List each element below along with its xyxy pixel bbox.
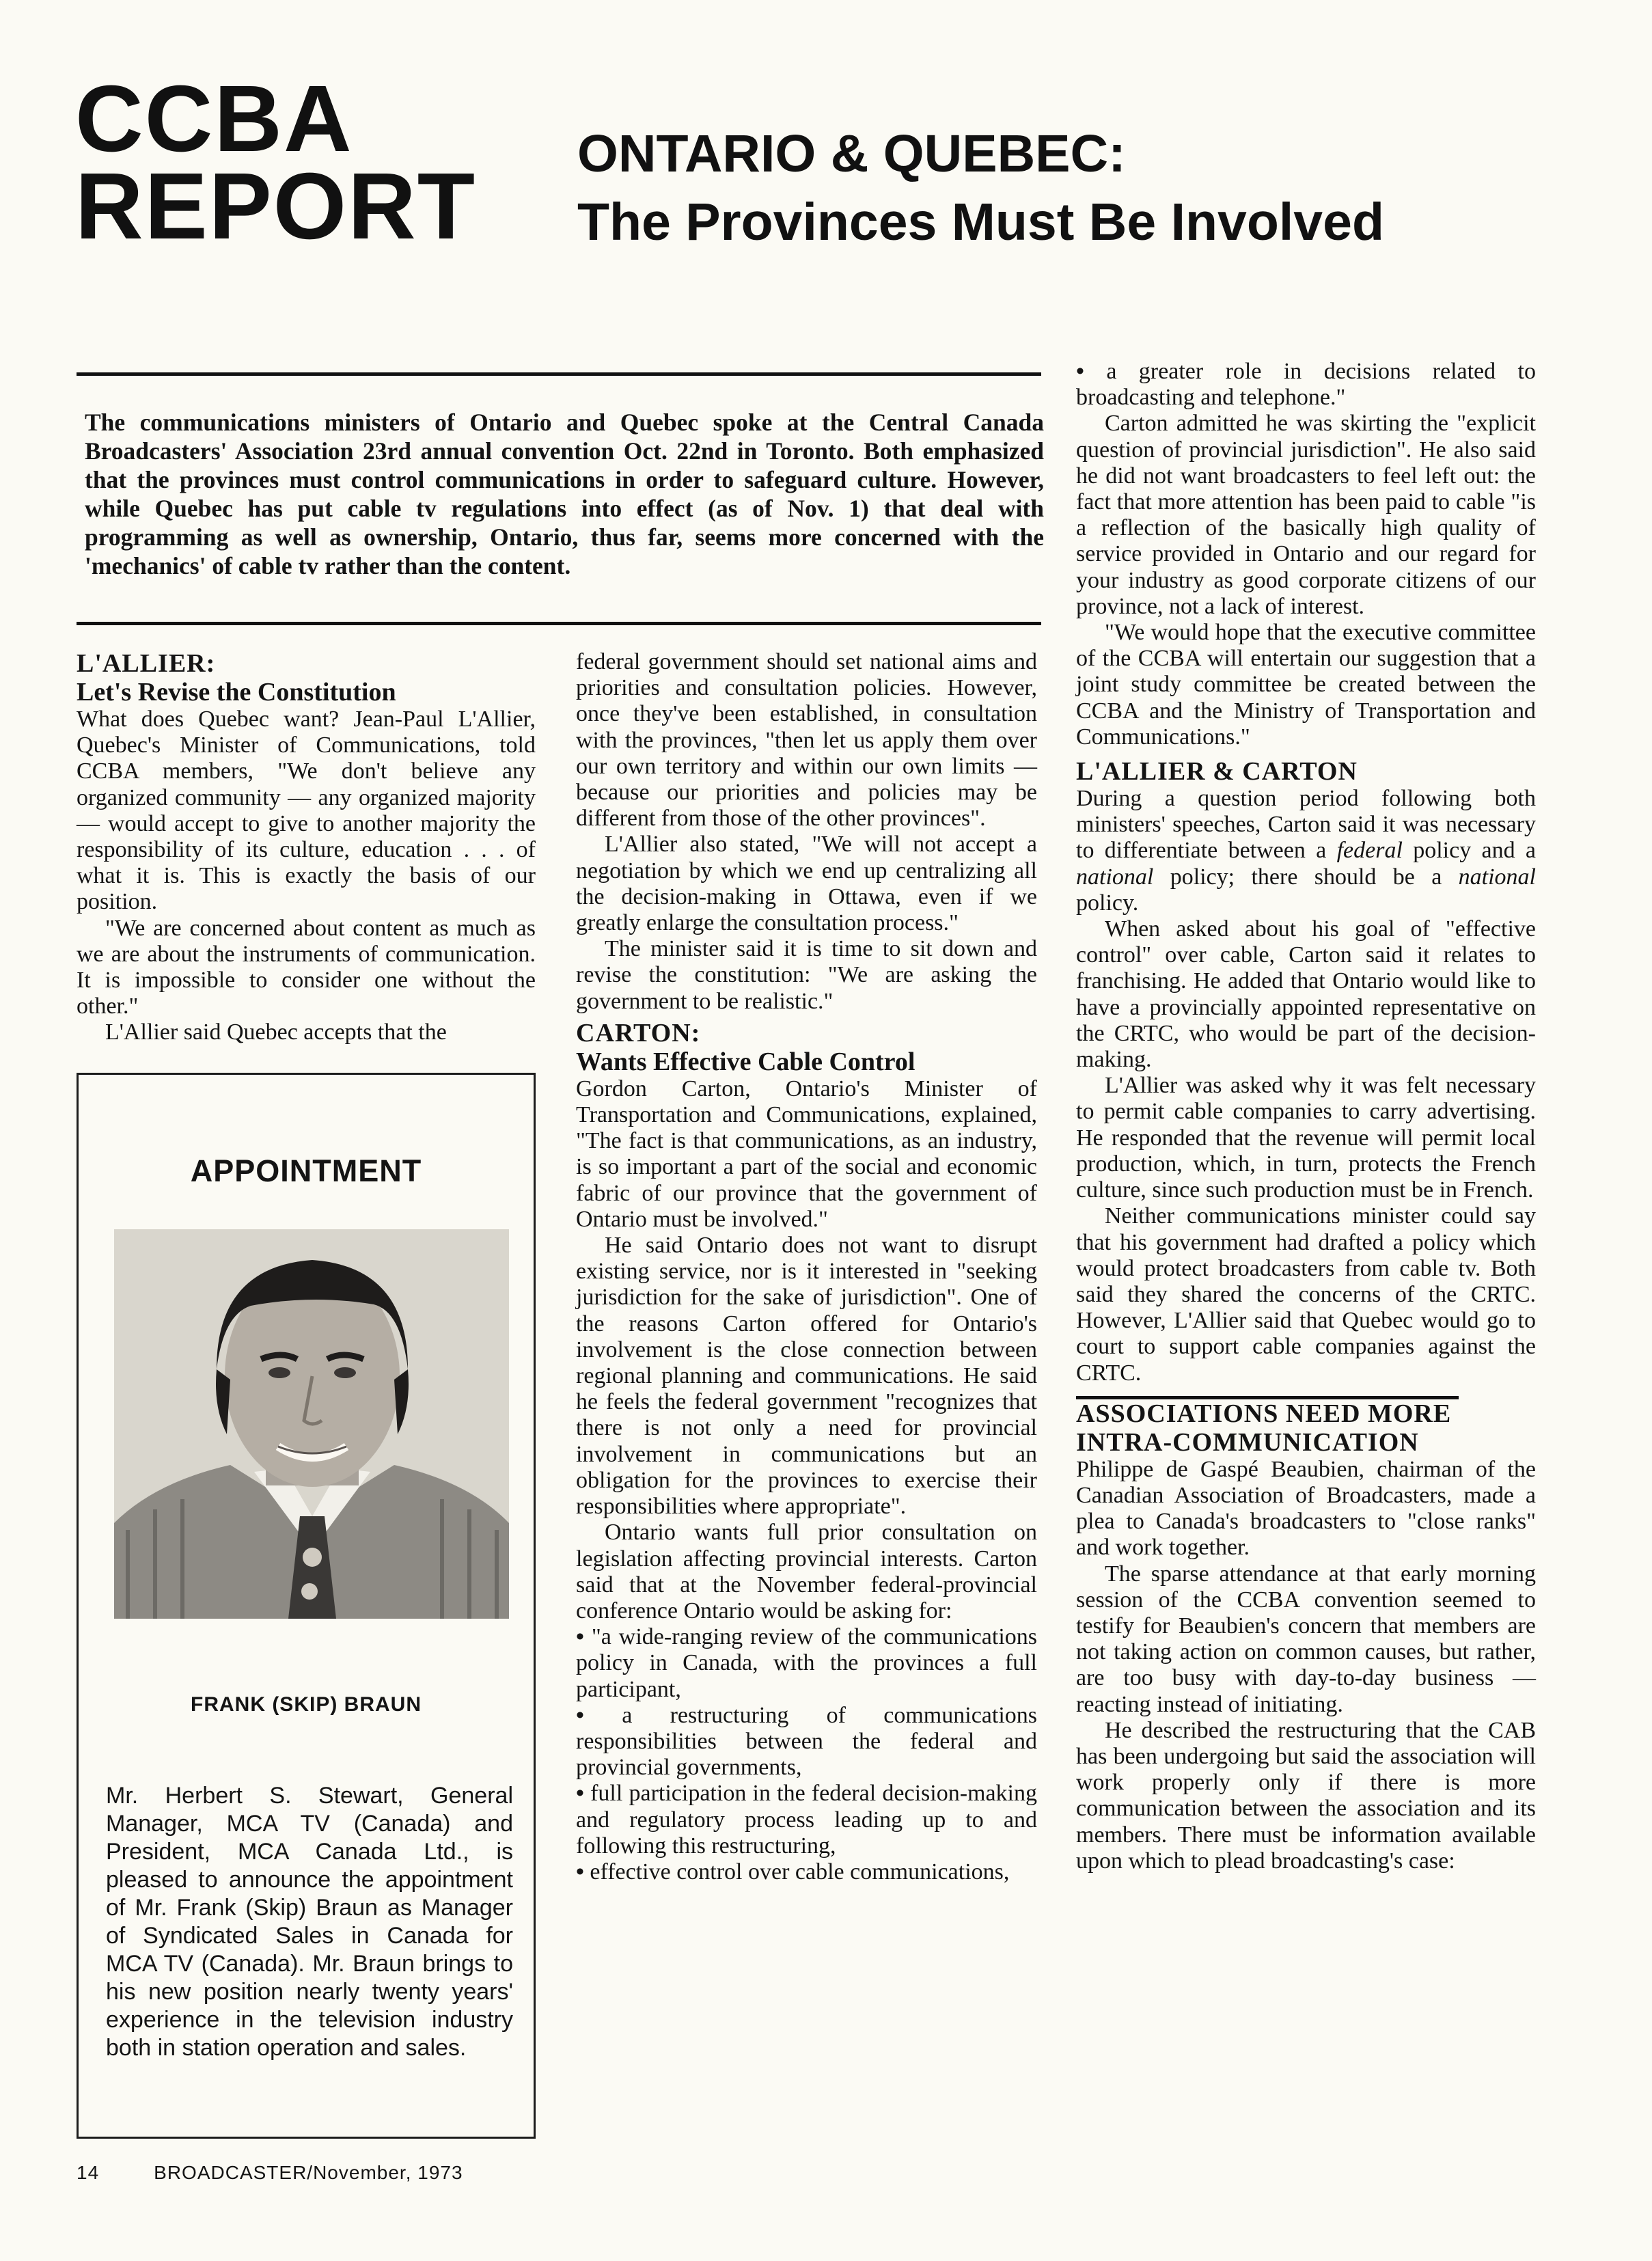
lallier-carton-heading: L'ALLIER & CARTON [1076, 757, 1358, 786]
paragraph: The minister said it is time to sit down and revise the constitution: "We are asking the government to be realistic." [576, 936, 1037, 1014]
appointment-title: APPOINTMENT [190, 1153, 422, 1188]
text-run: During a question period following both ministers' speeches, Carton said it was necessary to differentiate between a [1076, 786, 1536, 864]
paragraph: Neither communications minister could say that his government had drafted a policy which would protect broadcasters from cable tv. Both said they shared the concerns of the CRTC. However, L'Allier said that Quebec would go to court to support cable companies against the CRTC. [1076, 1203, 1536, 1386]
paragraph: "We would hope that the executive committee of the CCBA will entertain our suggestion that a joint study committee be created between the CCBA and the Ministry of Transportation and Communications." [1076, 620, 1536, 750]
paragraph: Ontario wants full prior consultation on legislation affecting provincial interests. Carton said that at the November federal-provincial conference Ontario would be asking for: [576, 1520, 1037, 1623]
appointment-box [77, 1073, 536, 2139]
headline [577, 120, 1602, 256]
paragraph: He described the restructuring that the CAB has been undergoing but said the association will work properly only if there is more communication between the association and its members. There must be information available upon which to plead broadcasting's case: [1076, 1717, 1536, 1874]
column-3 [1076, 359, 1536, 1874]
lallier-subheading: Let's Revise the Constitution [77, 678, 396, 707]
text-run: policy; there should be a [1153, 864, 1459, 890]
intro-paragraph: The communications ministers of Ontario and Quebec spoke at the Central Canada Broadcasters' Association 23rd annual convention Oct. 22nd in Toronto. Both emphasized that the provinces must control communications in order to safeguard culture. However, while Quebec has put cable tv regulations into effect (as of Nov. 1) that deal with programming as well as ownership, Ontario, thus far, seems more concerned with the 'mechanics' of cable tv rather than the content. [85, 409, 1044, 579]
column-1 [77, 649, 536, 1046]
emphasis: national [1076, 864, 1154, 890]
paragraph: L'Allier was asked why it was felt necessary to permit cable companies to carry advertising. He responded that the revenue will permit local production, which, in turn, protects the French culture, since such production must be in French. [1076, 1073, 1536, 1203]
carton-request-list [576, 1624, 1037, 1885]
list-item: • effective control over cable communications, [576, 1859, 1037, 1885]
section-label-line2: REPORT [75, 154, 477, 259]
paragraph: He said Ontario does not want to disrupt existing service, nor is it interested in "seeking jurisdiction for the sake of jurisdiction". One of the reasons Carton offered for Ontario's involvement is the close connection between regional planning and communications. He said he feels the federal government "recognizes that there is not only a need for provincial involvement in communications but an obligation for the provinces to exercise their responsibilities where appropriate". [576, 1233, 1037, 1520]
page-footer [77, 2162, 518, 2184]
section-label-line1: CCBA [75, 66, 353, 172]
paragraph: Philippe de Gaspé Beaubien, chairman of the Canadian Association of Broadcasters, made a plea to Canada's broadcasters to "close ranks" and work together. [1076, 1456, 1536, 1561]
emphasis: federal [1336, 838, 1403, 864]
headline-line1: ONTARIO & QUEBEC: [577, 124, 1126, 183]
headline-line2: The Provinces Must Be Involved [577, 193, 1384, 251]
paragraph: Gordon Carton, Ontario's Minister of Transportation and Communications, explained, "The fact is that communications, as an industry, is so important a part of the social and economic fabric of our province that the government of Ontario must be involved." [576, 1075, 1037, 1232]
portrait-illustration [114, 1229, 509, 1619]
carton-subheading: Wants Effective Cable Control [576, 1047, 916, 1076]
paragraph: What does Quebec want? Jean-Paul L'Allier, Quebec's Minister of Communications, told CCBA members, "We don't believe any organized community — any organized majority — would accept to give to another majority the responsibility of its culture, education . . . of what it is. This is exactly the basis of our position. [77, 707, 536, 915]
lallier-heading: L'ALLIER: [77, 649, 216, 678]
paragraph: When asked about his goal of "effective control" over cable, Carton said it relates to franchising. He added that Ontario would like to have a provincially appointed representative on the CRTC, who would be part of the decision-making. [1076, 916, 1536, 1073]
top-rule [77, 372, 1041, 376]
emphasis: national [1458, 864, 1536, 890]
list-item: • full participation in the federal decision-making and regulatory process leading up to and following this restructuring, [576, 1781, 1037, 1859]
publication-line: BROADCASTER/November, 1973 [154, 2162, 463, 2183]
paragraph: federal government should set national aims and priorities and consultation policies. However, once they've been established, in consultation with the provinces, "then let us apply them over our own territory and within our own limits — because our priorities and policies may be different from those of the other provinces". [576, 649, 1037, 832]
paragraph: L'Allier said Quebec accepts that the [105, 1019, 447, 1045]
column-2 [576, 649, 1037, 1885]
intro-bottom-rule [77, 622, 1041, 625]
photo-caption: FRANK (SKIP) BRAUN [191, 1693, 422, 1716]
section-label [75, 66, 477, 259]
paragraph [1076, 786, 1536, 916]
list-item: • a restructuring of communications responsibilities between the federal and provincial governments, [576, 1703, 1037, 1781]
associations-heading: ASSOCIATIONS NEED MORE INTRA-COMMUNICATION [1076, 1399, 1452, 1457]
list-item: • "a wide-ranging review of the communications policy in Canada, with the provinces a full participant, [576, 1624, 1037, 1703]
portrait-photo [114, 1229, 509, 1619]
paragraph: "We are concerned about content as much as we are about the instruments of communication. It is impossible to consider one without the other." [77, 915, 536, 1019]
text-run: policy and a [1402, 838, 1536, 864]
appointment-body: Mr. Herbert S. Stewart, General Manager, MCA TV (Canada) and President, MCA Canada Ltd., is pleased to announce the appointment of Mr. Frank (Skip) Braun as Manager of Syndicated Sales in Canada for MCA TV (Canada). Mr. Braun brings to his new position nearly twenty years' experience in the television industry both in station operation and sales. [106, 1783, 513, 2061]
page-number: 14 [77, 2162, 100, 2183]
carton-request-list-continued [1076, 359, 1536, 411]
paragraph: Carton admitted he was skirting the "explicit question of provincial jurisdiction". He also said he did not want broadcasters to feel left out: the fact that more attention has been paid to cable "is a reflection of the basically high quality of service provided in Ontario and our regard for your industry as good corporate citizens of our province, not a lack of interest. [1076, 411, 1536, 619]
paragraph: The sparse attendance at that early morning session of the CCBA convention seemed to testify for Beaubien's concern that members are not taking action on common causes, but rather, are too busy with day-to-day business — reacting instead of initiating. [1076, 1561, 1536, 1717]
text-run: policy. [1076, 890, 1139, 916]
list-item: • a greater role in decisions related to broadcasting and telephone." [1076, 359, 1536, 411]
carton-heading: CARTON: [576, 1018, 701, 1047]
paragraph: L'Allier also stated, "We will not accept a negotiation by which we end up centralizing all the decision-making in Ottawa, even if we greatly enlarge the consultation process." [576, 832, 1037, 936]
